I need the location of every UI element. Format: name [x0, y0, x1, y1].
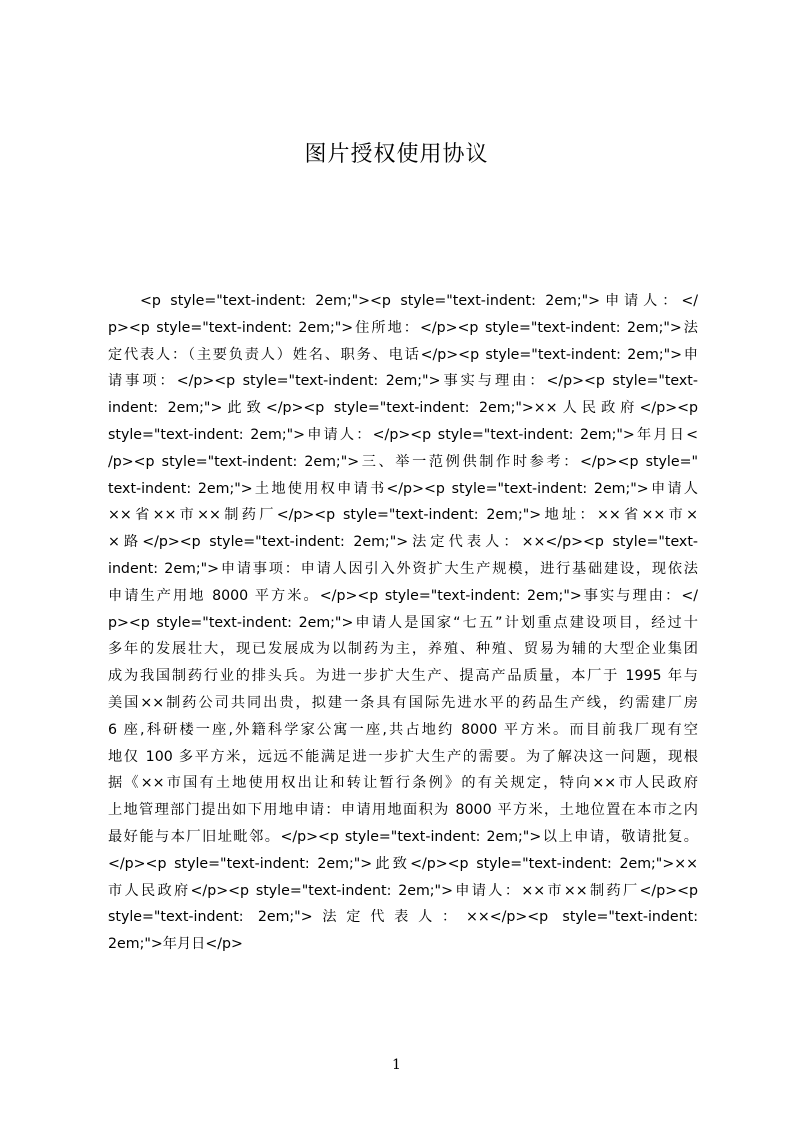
text-line: 请事项：</p><p style="text-indent: 2em;">事实与理由：</p><p style="text-	[108, 373, 698, 390]
text-line: <p style="text-indent: 2em;"><p style="text-indent: 2em;">申请人：</	[140, 293, 698, 309]
text-line: indent: 2em;">申请事项：申请人因引入外资扩大生产规模，进行基础建设，现依法	[108, 560, 698, 577]
text-line: 多年的发展壮大，现已发展成为以制药为主，养殖、种殖、贸易为辅的大型企业集团	[108, 641, 698, 658]
text-line: 最好能与本厂旧址毗邻。</p><p style="text-indent: 2em;">以上申请，敬请批复。	[108, 828, 698, 845]
text-line: </p><p style="text-indent: 2em;">此致</p><p style="text-indent: 2em;">××	[108, 855, 698, 872]
text-line: p><p style="text-indent: 2em;">申请人是国家“七五”计划重点建设项目，经过十	[108, 614, 698, 631]
text-line: 申请生产用地 8000 平方米。</p><p style="text-indent: 2em;">事实与理由：</	[108, 587, 698, 604]
text-line: text-indent: 2em;">土地使用权申请书</p><p style="text-indent: 2em;">申请人	[108, 480, 698, 497]
text-line: style="text-indent: 2em;">申请人：</p><p style="text-indent: 2em;">年月日<	[108, 426, 698, 443]
body-text	[108, 288, 698, 958]
text-line: 上地管理部门提出如下用地申请：申请用地面积为 8000 平方米，土地位置在本市之内	[108, 802, 698, 819]
text-line: ××省××市××制药厂</p><p style="text-indent: 2em;">地址：××省××市×	[108, 507, 698, 524]
text-line: 市人民政府</p><p style="text-indent: 2em;">申请人：××市××制药厂</p><p	[108, 882, 698, 899]
text-line: 地仅 100 多平方米，远远不能满足进一步扩大生产的需要。为了解决这一问题，现根	[108, 748, 698, 765]
text-line: 2em;">年月日</p>	[108, 936, 243, 953]
text-line: /p><p style="text-indent: 2em;">三、举一范例供制作时参考：</p><p style="	[108, 453, 698, 470]
page-number: 1	[392, 1057, 401, 1073]
text-line: 定代表人：（主要负责人）姓名、职务、电话</p><p style="text-indent: 2em;">申	[108, 346, 698, 363]
text-line: 美国××制药公司共同出贵，拟建一条具有国际先进水平的药品生产线，约需建厂房	[108, 694, 698, 711]
text-line: indent: 2em;">此致</p><p style="text-indent: 2em;">××人民政府</p><p	[108, 400, 698, 417]
text-line: p><p style="text-indent: 2em;">住所地：</p><p style="text-indent: 2em;">法	[108, 319, 698, 336]
text-line: ×路</p><p style="text-indent: 2em;">法定代表人：××</p><p style="text-	[108, 534, 698, 551]
text-line: 成为我国制药行业的排头兵。为进一步扩大生产、提高产品质量，本厂于 1995 年与	[108, 668, 698, 685]
text-line: 据《××市国有土地使用权出让和转让暂行条例》的有关规定，特向××市人民政府	[108, 775, 698, 792]
text-line: style="text-indent: 2em;">法定代表人：××</p><p style="text-indent:	[108, 909, 698, 926]
page-title: 图片授权使用协议	[304, 142, 489, 167]
text-line: 6 座,科研楼一座,外籍科学家公寓一座,共占地约 8000 平方米。而目前我厂现有空	[108, 721, 698, 738]
